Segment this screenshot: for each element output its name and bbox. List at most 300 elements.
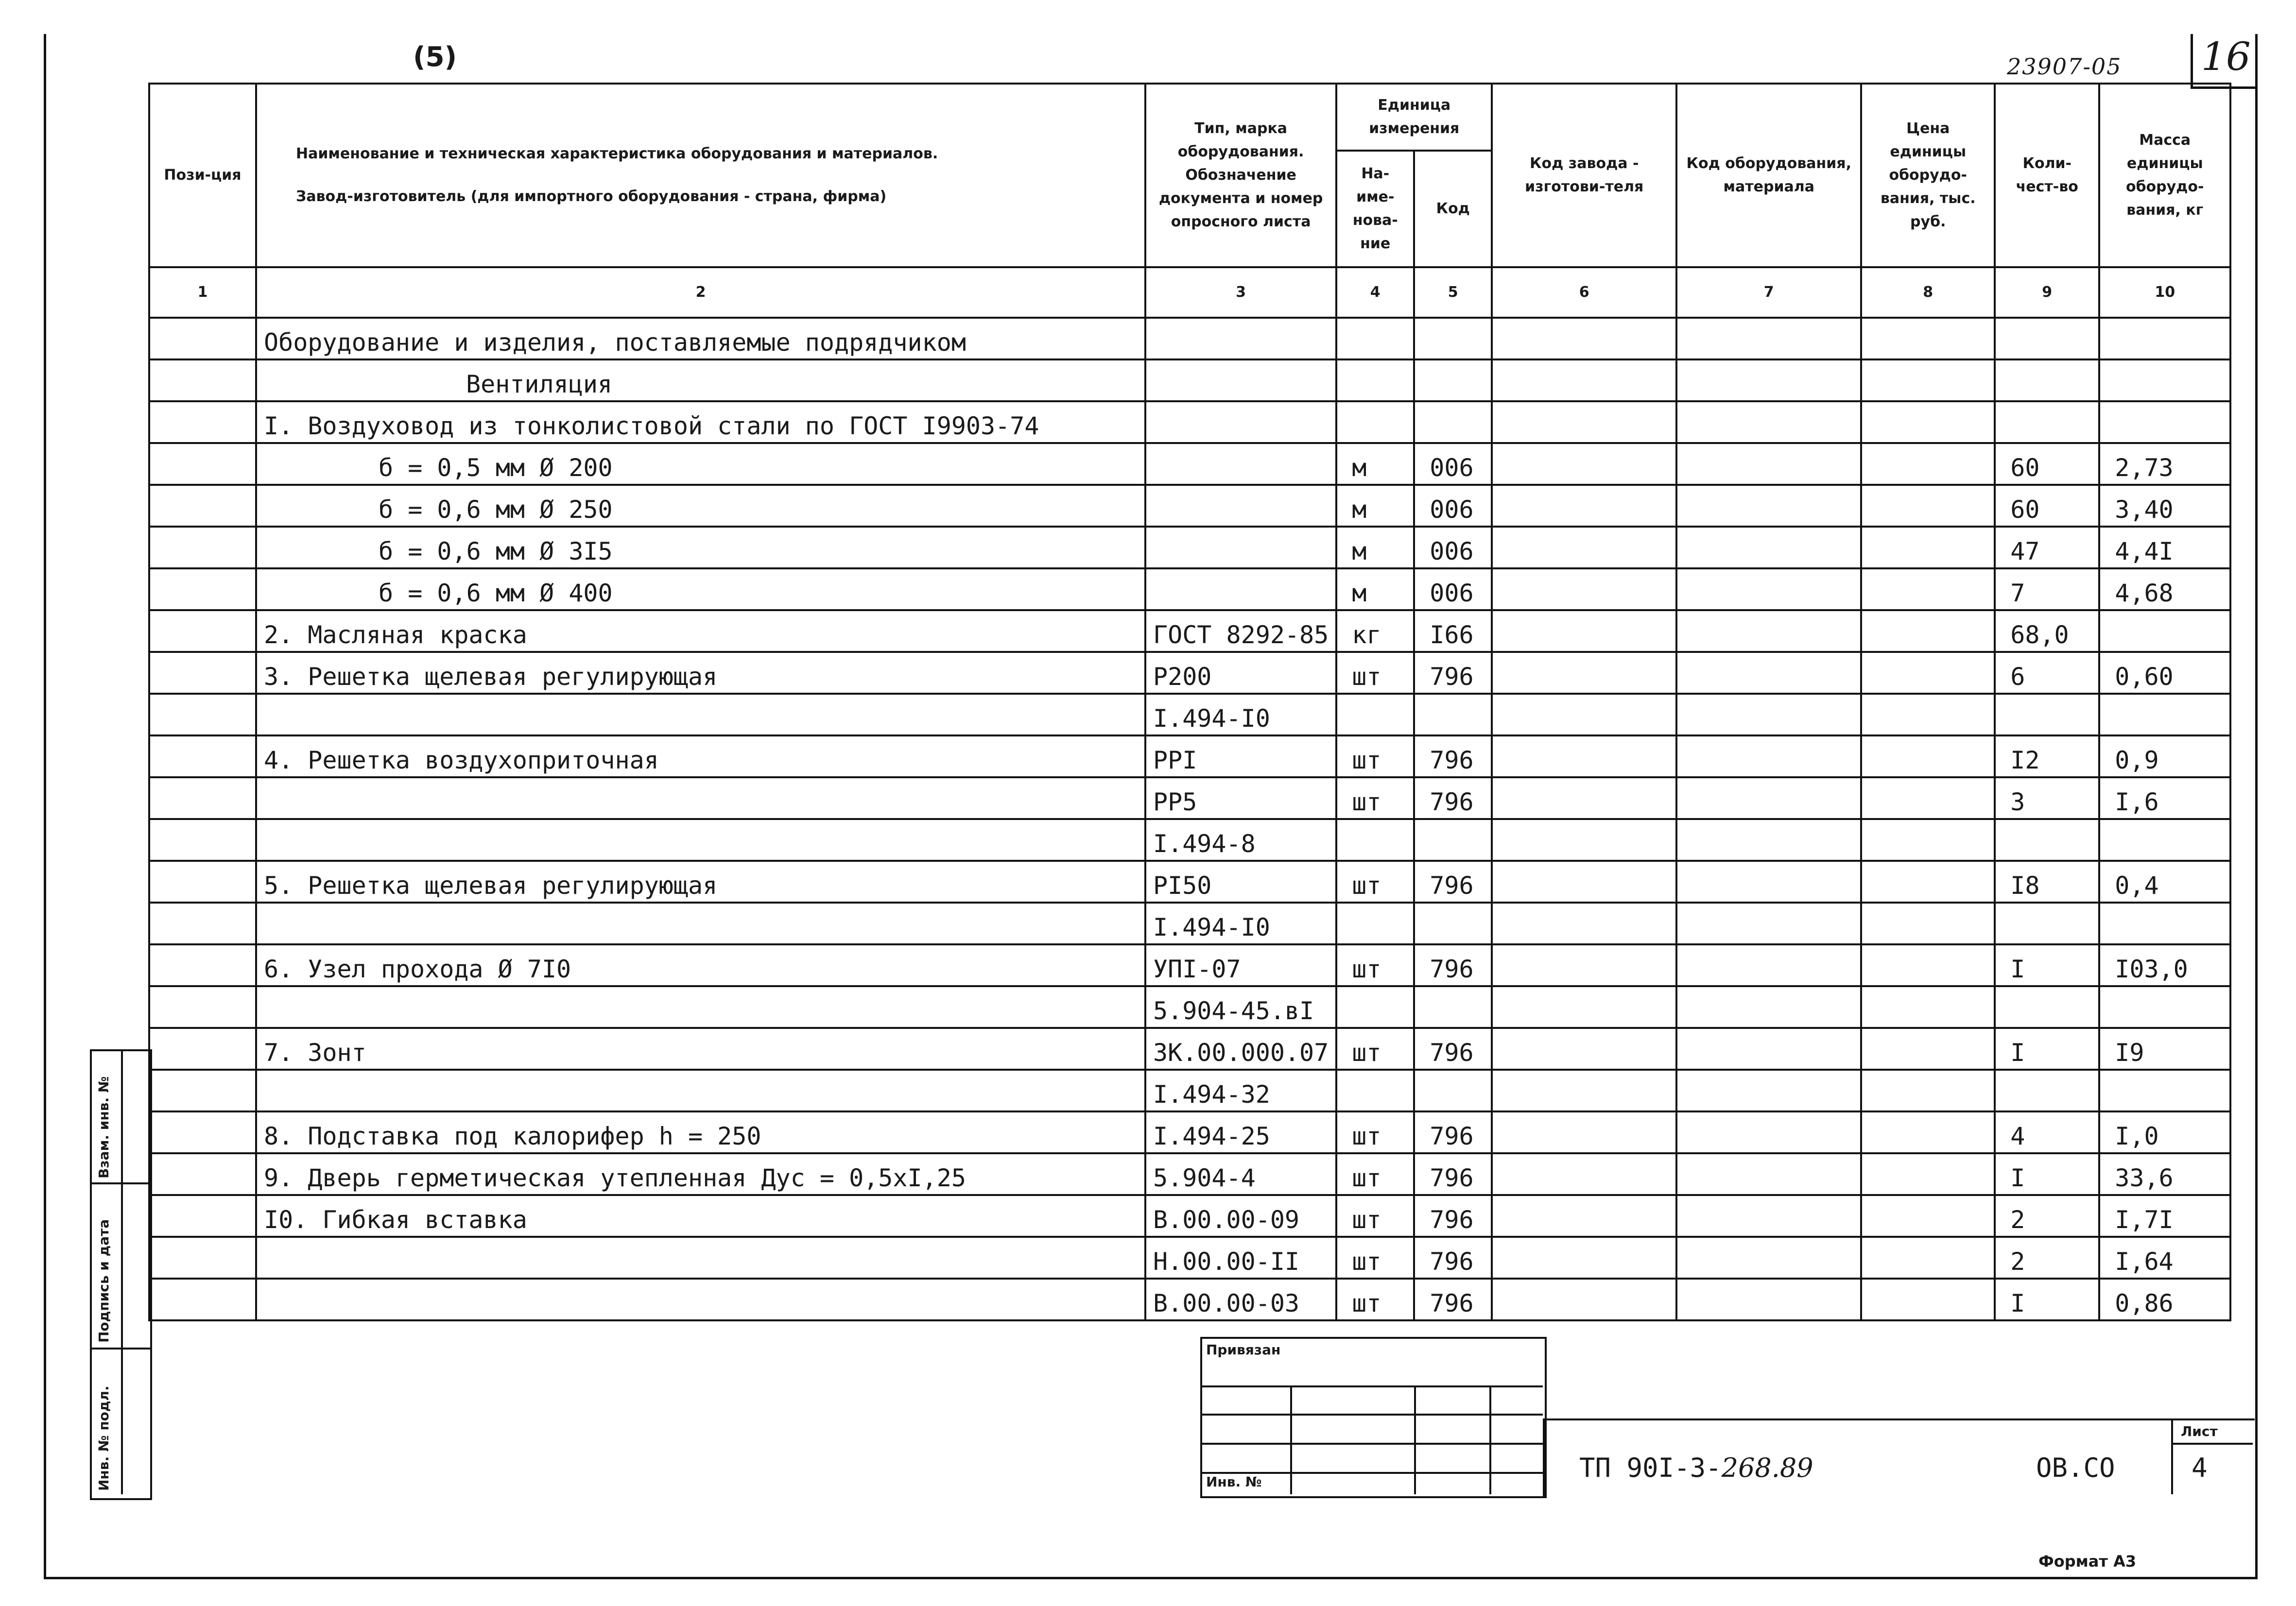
cell-type: В.00.00-03 (1145, 1279, 1336, 1320)
cell-qty: I (1995, 1153, 2099, 1195)
sidebar-vzam-label: Взам. инв. № (96, 1076, 112, 1179)
cell-equip (1676, 485, 1861, 527)
format-label: Формат А3 (2038, 1552, 2137, 1571)
table-row (149, 1279, 2230, 1320)
cell-code: 796 (1414, 944, 1492, 986)
cell-type (1145, 527, 1336, 568)
cell-pos (149, 1070, 256, 1111)
list-hline (2171, 1443, 2253, 1445)
cell-price (1861, 359, 1995, 401)
cell-unit: шт (1336, 735, 1414, 777)
cell-code: 796 (1414, 1153, 1492, 1195)
cell-unit (1336, 318, 1414, 359)
cell-mass: I,7I (2099, 1195, 2230, 1237)
cell-pos (149, 485, 256, 527)
table-row (149, 777, 2230, 819)
privyazan-label: Привязан (1206, 1342, 1281, 1358)
cell-name (256, 1237, 1145, 1279)
cell-name: 7. Зонт (256, 1028, 1145, 1070)
cell-name: 3. Решетка щелевая регулирующая (256, 652, 1145, 694)
binding-vline (1414, 1385, 1416, 1494)
cell-factory (1492, 443, 1676, 485)
cell-qty (1995, 694, 2099, 735)
cell-type: ГОСТ 8292-85 (1145, 610, 1336, 652)
table-row (149, 861, 2230, 903)
cell-name: 2. Масляная краска (256, 610, 1145, 652)
header-price: Цена единицы оборудо-вания, тыс. руб. (1861, 84, 1995, 267)
binding-vline (1489, 1385, 1491, 1494)
cell-unit: шт (1336, 777, 1414, 819)
header-factory-code: Код завода - изготови-теля (1492, 84, 1676, 267)
cell-code: 796 (1414, 1237, 1492, 1279)
cell-qty: I8 (1995, 861, 2099, 903)
cell-unit (1336, 819, 1414, 861)
cell-price (1861, 401, 1995, 443)
cell-type: I.494-I0 (1145, 694, 1336, 735)
cell-unit: шт (1336, 944, 1414, 986)
table-row (149, 1111, 2230, 1153)
header-unit-code: Код (1414, 151, 1492, 267)
cell-factory (1492, 318, 1676, 359)
table-row (149, 1237, 2230, 1279)
cell-pos (149, 819, 256, 861)
cell-name (256, 903, 1145, 944)
header-type: Тип, марка оборудования. Обозначение документа и номер опросного листа (1145, 84, 1336, 267)
cell-pos (149, 1111, 256, 1153)
cell-name: б = 0,6 мм Ø 3I5 (256, 527, 1145, 568)
cell-pos (149, 986, 256, 1028)
cell-factory (1492, 735, 1676, 777)
cell-price (1861, 318, 1995, 359)
cell-mass: 33,6 (2099, 1153, 2230, 1195)
cell-pos (149, 527, 256, 568)
cell-code: 006 (1414, 485, 1492, 527)
cell-factory (1492, 1279, 1676, 1320)
cell-equip (1676, 318, 1861, 359)
cell-unit (1336, 694, 1414, 735)
cell-name (256, 819, 1145, 861)
column-number: 4 (1336, 267, 1414, 318)
cell-qty: 47 (1995, 527, 2099, 568)
doc-number: 268.89 (1721, 1452, 1813, 1483)
cell-qty (1995, 819, 2099, 861)
cell-factory (1492, 944, 1676, 986)
cell-name: б = 0,5 мм Ø 200 (256, 443, 1145, 485)
table-row (149, 401, 2230, 443)
cell-factory (1492, 1237, 1676, 1279)
cell-name: 8. Подставка под калорифер h = 250 (256, 1111, 1145, 1153)
cell-price (1861, 735, 1995, 777)
cell-code (1414, 694, 1492, 735)
cell-code: 796 (1414, 1279, 1492, 1320)
cell-price (1861, 527, 1995, 568)
column-number: 1 (149, 267, 256, 318)
cell-unit: м (1336, 485, 1414, 527)
specification-table (148, 83, 2231, 1321)
column-number: 6 (1492, 267, 1676, 318)
binding-line (1200, 1385, 1543, 1387)
cell-unit: м (1336, 568, 1414, 610)
cell-unit: шт (1336, 1237, 1414, 1279)
cell-price (1861, 777, 1995, 819)
cell-type: PI50 (1145, 861, 1336, 903)
table-row (149, 485, 2230, 527)
cell-unit: шт (1336, 652, 1414, 694)
cell-unit: м (1336, 527, 1414, 568)
cell-equip (1676, 568, 1861, 610)
cell-unit (1336, 1070, 1414, 1111)
cell-name (256, 986, 1145, 1028)
cell-pos (149, 735, 256, 777)
cell-pos (149, 318, 256, 359)
cell-qty: 60 (1995, 443, 2099, 485)
cell-equip (1676, 401, 1861, 443)
column-number: 2 (256, 267, 1145, 318)
cell-name: б = 0,6 мм Ø 400 (256, 568, 1145, 610)
cell-qty: 68,0 (1995, 610, 2099, 652)
approval-sidebar (90, 1049, 152, 1500)
binding-line (1200, 1414, 1543, 1416)
cell-code: 796 (1414, 652, 1492, 694)
cell-factory (1492, 1111, 1676, 1153)
cell-price (1861, 1153, 1995, 1195)
cell-factory (1492, 777, 1676, 819)
cell-mass: I,0 (2099, 1111, 2230, 1153)
cell-pos (149, 777, 256, 819)
cell-unit: шт (1336, 861, 1414, 903)
cell-name (256, 694, 1145, 735)
cell-code (1414, 318, 1492, 359)
cell-code: 796 (1414, 1195, 1492, 1237)
cell-price (1861, 443, 1995, 485)
header-unit: Единица измерения (1336, 84, 1492, 151)
table-row (149, 819, 2230, 861)
cell-factory (1492, 652, 1676, 694)
cell-qty: 4 (1995, 1111, 2099, 1153)
cell-price (1861, 861, 1995, 903)
cell-factory (1492, 401, 1676, 443)
table-row (149, 1195, 2230, 1237)
cell-equip (1676, 443, 1861, 485)
column-number: 10 (2099, 267, 2230, 318)
cell-name: I. Воздуховод из тонколистовой стали по ГОСТ I9903-74 (256, 401, 1145, 443)
cell-pos (149, 401, 256, 443)
cell-equip (1676, 694, 1861, 735)
cell-price (1861, 568, 1995, 610)
cell-pos (149, 1279, 256, 1320)
cell-name: б = 0,6 мм Ø 250 (256, 485, 1145, 527)
table-row (149, 318, 2230, 359)
cell-qty (1995, 359, 2099, 401)
sidebar-inv-podl-label: Инв. № подл. (96, 1385, 112, 1491)
doc-suffix: ОВ.СО (2036, 1452, 2115, 1483)
cell-qty: 2 (1995, 1195, 2099, 1237)
cell-price (1861, 944, 1995, 986)
cell-equip (1676, 652, 1861, 694)
cell-qty: 7 (1995, 568, 2099, 610)
cell-type: Р200 (1145, 652, 1336, 694)
column-number-row (149, 267, 2230, 318)
cell-code: 006 (1414, 527, 1492, 568)
cell-equip (1676, 944, 1861, 986)
cell-qty: 6 (1995, 652, 2099, 694)
cell-price (1861, 819, 1995, 861)
cell-equip (1676, 1153, 1861, 1195)
cell-unit: м (1336, 443, 1414, 485)
cell-price (1861, 485, 1995, 527)
cell-equip (1676, 735, 1861, 777)
cell-price (1861, 652, 1995, 694)
table-row (149, 527, 2230, 568)
cell-name: Оборудование и изделия, поставляемые подрядчиком (256, 318, 1145, 359)
cell-mass: I9 (2099, 1028, 2230, 1070)
cell-factory (1492, 1028, 1676, 1070)
header-name-line1: Наименование и техническая характеристика оборудования и материалов. (296, 145, 938, 162)
cell-type: I.494-I0 (1145, 903, 1336, 944)
cell-mass: 0,86 (2099, 1279, 2230, 1320)
cell-equip (1676, 861, 1861, 903)
cell-code: 006 (1414, 568, 1492, 610)
header-equipment-code: Код оборудования, материала (1676, 84, 1861, 267)
cell-factory (1492, 986, 1676, 1028)
cell-qty (1995, 318, 2099, 359)
cell-type: I.494-25 (1145, 1111, 1336, 1153)
cell-equip (1676, 1279, 1861, 1320)
cell-qty (1995, 1070, 2099, 1111)
column-number: 9 (1995, 267, 2099, 318)
cell-name: Вентиляция (256, 359, 1145, 401)
table-row (149, 1028, 2230, 1070)
cell-name: 9. Дверь герметическая утепленная Дус = 0,5хI,25 (256, 1153, 1145, 1195)
cell-factory (1492, 610, 1676, 652)
cell-type (1145, 443, 1336, 485)
cell-mass (2099, 610, 2230, 652)
cell-unit: шт (1336, 1153, 1414, 1195)
cell-qty (1995, 903, 2099, 944)
table-row (149, 610, 2230, 652)
cell-factory (1492, 527, 1676, 568)
header-name-line2: Завод-изготовитель (для импортного оборудования - страна, фирма) (296, 188, 887, 205)
cell-type: PP5 (1145, 777, 1336, 819)
cell-price (1861, 610, 1995, 652)
table-row (149, 694, 2230, 735)
cell-mass: 2,73 (2099, 443, 2230, 485)
cell-unit (1336, 986, 1414, 1028)
cell-mass (2099, 401, 2230, 443)
cell-price (1861, 903, 1995, 944)
cell-factory (1492, 903, 1676, 944)
cell-equip (1676, 1237, 1861, 1279)
cell-price (1861, 1279, 1995, 1320)
header-mass: Масса единицы оборудо-вания, кг (2099, 84, 2230, 267)
cell-equip (1676, 903, 1861, 944)
cell-pos (149, 652, 256, 694)
cell-code (1414, 819, 1492, 861)
cell-name: I0. Гибкая вставка (256, 1195, 1145, 1237)
cell-unit (1336, 359, 1414, 401)
cell-mass: 4,4I (2099, 527, 2230, 568)
cell-equip (1676, 819, 1861, 861)
cell-code: 796 (1414, 1111, 1492, 1153)
cell-equip (1676, 1070, 1861, 1111)
cell-qty: I2 (1995, 735, 2099, 777)
cell-qty: 3 (1995, 777, 2099, 819)
cell-type: I.494-8 (1145, 819, 1336, 861)
cell-unit (1336, 903, 1414, 944)
binding-vline (1290, 1385, 1292, 1494)
cell-name (256, 777, 1145, 819)
cell-mass (2099, 359, 2230, 401)
cell-price (1861, 694, 1995, 735)
cell-pos (149, 610, 256, 652)
cell-pos (149, 443, 256, 485)
binding-line (1200, 1443, 1543, 1445)
cell-code: I66 (1414, 610, 1492, 652)
cell-code (1414, 986, 1492, 1028)
cell-qty: I (1995, 1279, 2099, 1320)
cell-type: Н.00.00-II (1145, 1237, 1336, 1279)
section-label: (5) (413, 41, 457, 73)
column-number: 5 (1414, 267, 1492, 318)
cell-pos (149, 1153, 256, 1195)
cell-type: 5.904-45.вI (1145, 986, 1336, 1028)
cell-code (1414, 903, 1492, 944)
cell-mass (2099, 318, 2230, 359)
cell-factory (1492, 568, 1676, 610)
doc-prefix: ТП 90I-3- (1579, 1452, 1722, 1483)
cell-unit: кг (1336, 610, 1414, 652)
cell-code: 796 (1414, 861, 1492, 903)
cell-factory (1492, 1070, 1676, 1111)
cell-equip (1676, 359, 1861, 401)
cell-pos (149, 903, 256, 944)
cell-equip (1676, 610, 1861, 652)
list-value: 4 (2192, 1452, 2208, 1483)
cell-qty: 2 (1995, 1237, 2099, 1279)
cell-pos (149, 1195, 256, 1237)
header-position: Пози-ция (149, 84, 256, 267)
cell-name: 6. Узел прохода Ø 7I0 (256, 944, 1145, 986)
cell-price (1861, 1237, 1995, 1279)
cell-code: 796 (1414, 777, 1492, 819)
cell-mass: 0,9 (2099, 735, 2230, 777)
cell-mass: 3,40 (2099, 485, 2230, 527)
sheet-number: 16 (2201, 34, 2251, 79)
cell-equip (1676, 1195, 1861, 1237)
header-name (256, 84, 1145, 267)
cell-equip (1676, 986, 1861, 1028)
table-row (149, 443, 2230, 485)
table-row (149, 359, 2230, 401)
cell-type (1145, 401, 1336, 443)
cell-qty (1995, 986, 2099, 1028)
header-unit-name: На-име-нова-ние (1336, 151, 1414, 267)
specification-body (149, 318, 2230, 1320)
cell-equip (1676, 1111, 1861, 1153)
cell-mass (2099, 819, 2230, 861)
cell-type (1145, 318, 1336, 359)
cell-type (1145, 568, 1336, 610)
cell-mass (2099, 903, 2230, 944)
table-row (149, 568, 2230, 610)
cell-name: 5. Решетка щелевая регулирующая (256, 861, 1145, 903)
cell-mass (2099, 986, 2230, 1028)
column-number: 8 (1861, 267, 1995, 318)
cell-factory (1492, 359, 1676, 401)
cell-type: В.00.00-09 (1145, 1195, 1336, 1237)
cell-pos (149, 568, 256, 610)
cell-pos (149, 359, 256, 401)
cell-code (1414, 1070, 1492, 1111)
cell-pos (149, 861, 256, 903)
cell-pos (149, 944, 256, 986)
cell-qty (1995, 401, 2099, 443)
list-divider (2171, 1418, 2173, 1494)
cell-price (1861, 1070, 1995, 1111)
table-row (149, 986, 2230, 1028)
sidebar-podpis-label: Подпись и дата (96, 1219, 112, 1343)
cell-equip (1676, 1028, 1861, 1070)
cell-unit: шт (1336, 1111, 1414, 1153)
cell-unit: шт (1336, 1195, 1414, 1237)
cell-price (1861, 1111, 1995, 1153)
table-row (149, 944, 2230, 986)
cell-qty: I (1995, 1028, 2099, 1070)
cell-code: 006 (1414, 443, 1492, 485)
cell-type: УПI-07 (1145, 944, 1336, 986)
cell-type: 5.904-4 (1145, 1153, 1336, 1195)
cell-mass: I03,0 (2099, 944, 2230, 986)
cell-unit (1336, 401, 1414, 443)
cell-qty: I (1995, 944, 2099, 986)
cell-unit: шт (1336, 1279, 1414, 1320)
document-designation (1579, 1452, 1813, 1483)
cell-mass: I,64 (2099, 1237, 2230, 1279)
cell-unit: шт (1336, 1028, 1414, 1070)
cell-mass: 0,4 (2099, 861, 2230, 903)
cell-price (1861, 1028, 1995, 1070)
cell-code: 796 (1414, 1028, 1492, 1070)
cell-name (256, 1070, 1145, 1111)
cell-factory (1492, 485, 1676, 527)
cell-mass: 4,68 (2099, 568, 2230, 610)
cell-type: I.494-32 (1145, 1070, 1336, 1111)
cell-type: ЗК.00.000.07 (1145, 1028, 1336, 1070)
cell-code (1414, 359, 1492, 401)
cell-mass (2099, 1070, 2230, 1111)
cell-factory (1492, 819, 1676, 861)
cell-code: 796 (1414, 735, 1492, 777)
table-row (149, 1153, 2230, 1195)
inv-no-label: Инв. № (1206, 1474, 1262, 1490)
cell-equip (1676, 527, 1861, 568)
cell-type: PPI (1145, 735, 1336, 777)
cell-factory (1492, 1153, 1676, 1195)
list-label: Лист (2181, 1423, 2218, 1439)
table-row (149, 1070, 2230, 1111)
cell-equip (1676, 777, 1861, 819)
table-row (149, 652, 2230, 694)
cell-pos (149, 1028, 256, 1070)
cell-type (1145, 485, 1336, 527)
cell-code (1414, 401, 1492, 443)
cell-type (1145, 359, 1336, 401)
cell-price (1861, 1195, 1995, 1237)
cell-mass: 0,60 (2099, 652, 2230, 694)
cell-price (1861, 986, 1995, 1028)
cell-mass: I,6 (2099, 777, 2230, 819)
doc-code-top: 23907-05 (2007, 53, 2122, 80)
